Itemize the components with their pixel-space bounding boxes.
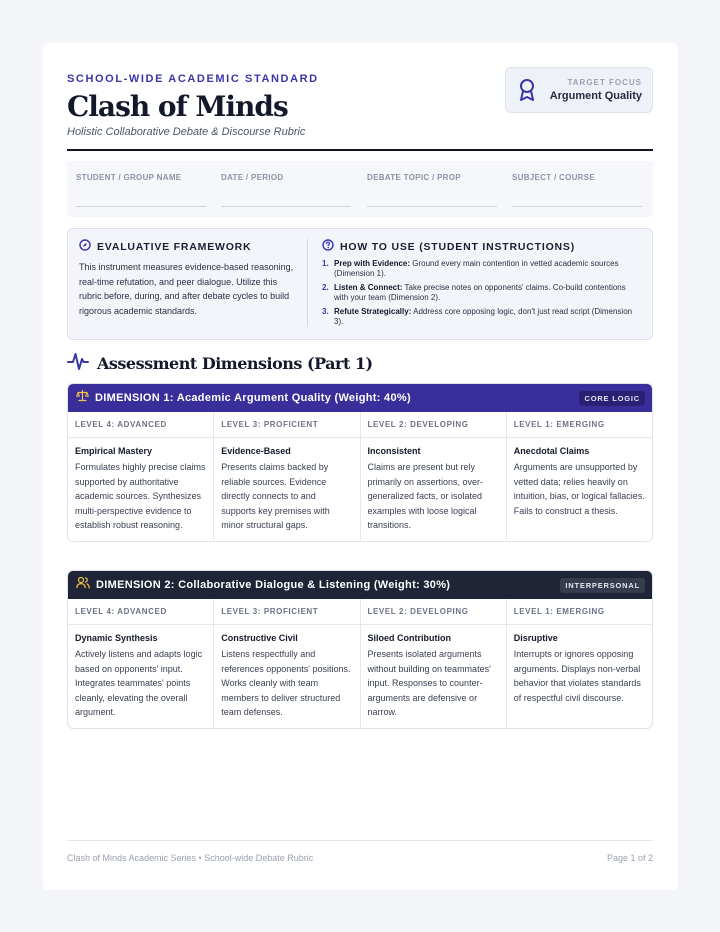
step-text: Ground every main contention in vetted academic sources (Dimension 1). [334,259,619,278]
header-divider [67,149,653,151]
debate-topic-field[interactable] [367,173,497,182]
cell-description: Arguments are unsupported by vetted data; relies heavily on intuition, bias, or logical fallacies. Fails to construct a thesis. [513,462,645,516]
step-text: Address core opposing logic, don't just read script (Dimension 3). [334,307,633,326]
cell-description: Presents isolated arguments without building on teammates' input. Responses to counter-arguments are defensive or narrow. [367,649,491,717]
scale-icon [76,389,89,407]
criteria-cell[interactable] [214,438,360,541]
step-text: Take precise notes on opponents' claims. Co-build contentions with your team (Dimension 2). [334,283,626,302]
framework-text: This instrument measures evidence-based reasoning, real-time refutation, and peer dialogue. Utilize this rubric before, during, and after debate cycles to build rigorous academic standards. [79,262,294,316]
field-line [367,206,497,207]
footer-divider [67,840,653,841]
field-label: DATE / PERIOD [221,173,284,182]
target-focus-value: Argument Quality [549,90,642,102]
compass-icon [79,239,91,254]
subject-course-field[interactable] [512,173,642,182]
date-period-field[interactable] [221,173,351,182]
howto-title: HOW TO USE (STUDENT INSTRUCTIONS) [340,240,576,253]
dimension-2-header [68,571,652,599]
award-ribbon-icon [518,78,536,107]
cell-description: Interrupts or ignores opposing arguments. Displays non-verbal behavior that violates standards of respectful civil discourse. [513,649,641,703]
dimension-2-title: DIMENSION 2: Collaborative Dialogue & Listening (Weight: 30%) [96,579,451,591]
level-2-header: LEVEL 2: DEVELOPING [361,599,507,624]
step-body [334,283,642,303]
criteria-cell[interactable] [361,438,507,541]
cell-description: Claims are present but rely primarily on assertions, over-generalized facts, or isolated examples with loose logical transitions. [367,462,484,530]
dimension-2-table [67,570,653,729]
footer-page-number: Page 1 of 2 [606,853,653,863]
student-name-field[interactable] [76,173,206,182]
criteria-cell[interactable] [507,625,652,728]
howto-step [322,283,642,303]
section-heading [67,351,373,376]
criteria-row [68,625,652,728]
field-line [221,206,351,207]
target-focus-box [505,67,653,113]
dimension-1-title: DIMENSION 1: Academic Argument Quality (Weight: 40%) [95,392,411,404]
field-line [76,206,206,207]
cell-title: Dynamic Synthesis [75,633,158,643]
criteria-cell[interactable] [68,625,214,728]
cell-title: Inconsistent [367,446,421,456]
howto-steps [322,259,642,327]
field-label: DEBATE TOPIC / PROP [367,173,461,182]
cell-description: Formulates highly precise claims supported by authoritative academic sources. Synthesizes multi-perspective evidence to establish robust reasoning. [75,462,206,530]
eyebrow-label: SCHOOL-WIDE ACADEMIC STANDARD [67,73,319,85]
howto-step [322,307,642,327]
footer-series: Clash of Minds Academic Series • School-wide Debate Rubric [67,853,314,863]
step-title: Prep with Evidence: [334,259,411,268]
page-title: Clash of Minds [67,90,288,123]
how-to-use [322,239,642,331]
level-4-header: LEVEL 4: ADVANCED [68,599,214,624]
dimension-1-header [68,384,652,412]
info-fields [67,161,653,217]
panel-divider [307,239,308,327]
criteria-cell[interactable] [507,438,652,541]
help-circle-icon [322,239,334,254]
howto-heading [322,239,642,254]
page-subtitle: Holistic Collaborative Debate & Discourse Rubric [67,126,306,138]
level-3-header: LEVEL 3: PROFICIENT [214,599,360,624]
criteria-cell[interactable] [361,625,507,728]
criteria-row [68,438,652,541]
rubric-page [43,43,678,890]
level-2-header: LEVEL 2: DEVELOPING [361,412,507,437]
cell-title: Anecdotal Claims [513,446,590,456]
step-number: 3. [322,307,329,316]
cell-title: Siloed Contribution [367,633,451,643]
field-line [512,206,642,207]
step-number: 1. [322,259,329,268]
level-3-header: LEVEL 3: PROFICIENT [214,412,360,437]
target-focus-label: TARGET FOCUS [567,78,642,87]
framework-heading [79,239,297,254]
cell-title: Empirical Mastery [75,446,153,456]
level-1-header: LEVEL 1: EMERGING [513,607,605,616]
level-header-row [68,599,652,625]
cell-description: Presents claims backed by reliable sources. Evidence directly connects to and supports key premises with minor structural gaps. [221,462,330,530]
section-title: Assessment Dimensions (Part 1) [97,354,373,373]
level-4-header: LEVEL 4: ADVANCED [68,412,214,437]
step-body [334,307,642,327]
pulse-icon [67,351,89,376]
level-header-row [68,412,652,438]
cell-title: Disruptive [513,633,558,643]
users-icon [76,576,90,594]
cell-description: Listens respectfully and references opponents' positions. Works cleanly with team members to deliver structured team defenses. [221,649,351,717]
level-1-header: LEVEL 1: EMERGING [513,420,605,429]
criteria-cell[interactable] [214,625,360,728]
dimension-1-table [67,383,653,542]
framework-title: EVALUATIVE FRAMEWORK [97,240,252,253]
framework-panel [67,228,653,340]
step-number: 2. [322,283,329,292]
step-title: Refute Strategically: [334,307,412,316]
cell-title: Evidence-Based [221,446,291,456]
field-label: STUDENT / GROUP NAME [76,173,182,182]
step-body [334,259,642,279]
dimension-2-tag: INTERPERSONAL [560,578,645,593]
criteria-cell[interactable] [68,438,214,541]
field-label: SUBJECT / COURSE [512,173,596,182]
cell-description: Actively listens and adapts logic based on opponents' input. Integrates teammates' points cleanly, elevating the overall argument. [75,649,203,717]
howto-step [322,259,642,279]
dimension-1-tag: CORE LOGIC [579,391,645,406]
evaluative-framework [79,239,297,318]
step-title: Listen & Connect: [334,283,403,292]
cell-title: Constructive Civil [221,633,298,643]
